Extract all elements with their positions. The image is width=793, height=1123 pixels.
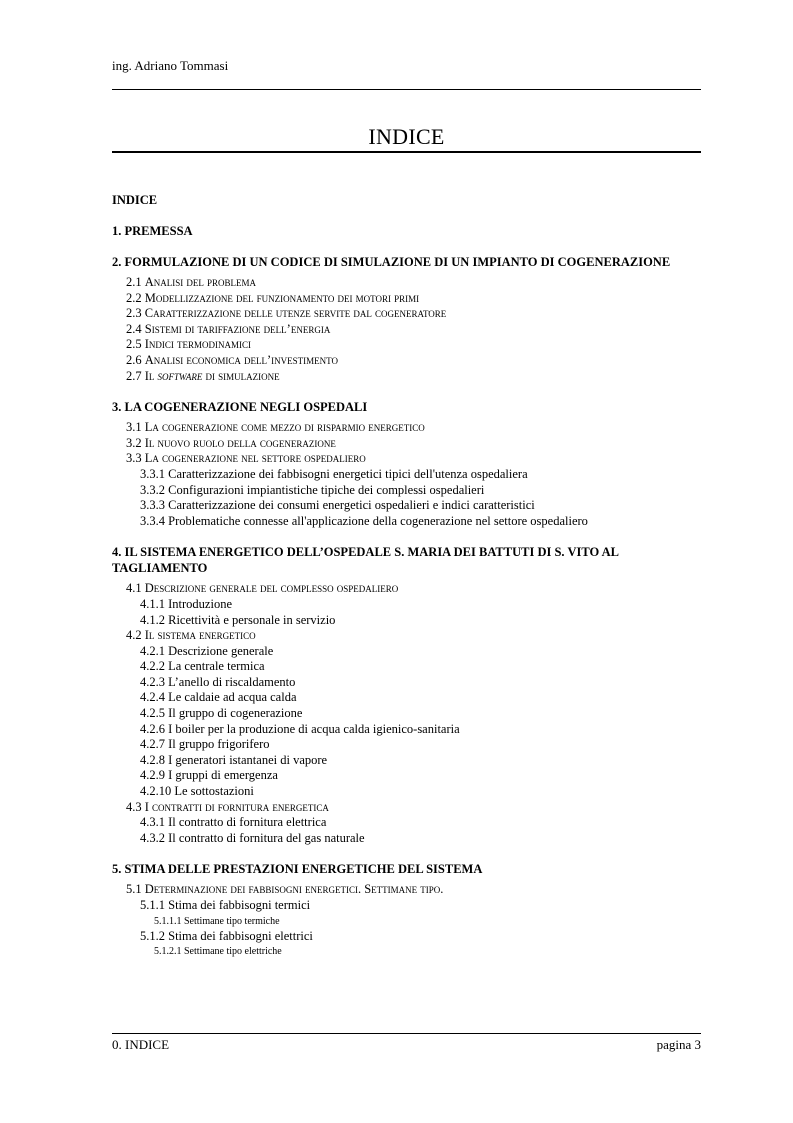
footer-section: 0. INDICE: [112, 1037, 170, 1052]
toc-entry-text: I boiler per la produzione di acqua calda igienico-sanitaria: [168, 721, 460, 736]
toc-entry-text: Caratterizzazione dei fabbisogni energetici tipici dell'utenza ospedaliera: [168, 466, 528, 481]
toc-entry-text: La cogenerazione come mezzo di risparmio energetico: [144, 420, 425, 435]
toc-entry-number: 2.6: [126, 352, 142, 367]
toc-entry-text: IL SISTEMA ENERGETICO DELL’OSPEDALE S. MARIA DEI BATTUTI DI S. VITO AL TAGLIAMENTO: [112, 545, 619, 576]
toc-entry-number: 4.2.2: [140, 659, 165, 674]
toc-entry-text: Le caldaie ad acqua calda: [168, 690, 297, 705]
toc-entry-text: Introduzione: [168, 596, 232, 611]
toc-entry-number: 4.2.4: [140, 690, 165, 705]
toc-entry-level3[interactable]: [112, 831, 701, 847]
toc-entry-level3[interactable]: [112, 613, 701, 629]
toc-entry-number: 4.2.7: [140, 737, 165, 752]
toc-entry-level2[interactable]: [112, 275, 701, 291]
toc-entry-level3[interactable]: [112, 784, 701, 800]
toc-entry-number: 2.7: [126, 368, 142, 383]
toc-entry-text: Stima dei fabbisogni termici: [168, 898, 311, 912]
toc-entry-text: Il nuovo ruolo della cogenerazione: [144, 435, 336, 450]
toc-entry-level1[interactable]: [112, 861, 701, 877]
toc-entry-number: 4.2: [126, 628, 142, 643]
toc-entry-text: I contratti di fornitura energetica: [144, 799, 329, 814]
toc-entry-level2[interactable]: [112, 800, 701, 816]
toc-entry-number: 2.3: [126, 306, 142, 321]
toc-entry-level2[interactable]: [112, 628, 701, 644]
toc-entry-number: 3.3.4: [140, 513, 165, 528]
toc-entry-text: Modellizzazione del funzionamento dei motori primi: [144, 290, 420, 305]
toc-entry-level3[interactable]: [112, 467, 701, 483]
toc-entry-number: 3.: [112, 400, 122, 415]
toc-entry-number: 4.: [112, 545, 122, 560]
toc-entry-number: 2.2: [126, 290, 142, 305]
toc-entry-number: 3.3.2: [140, 482, 165, 497]
toc-entry-text: Determinazione dei fabbisogni energetici. Settimane tipo.: [144, 882, 444, 897]
toc-entry-number: 5.1.1: [140, 898, 165, 912]
toc-entry-text: Le sottostazioni: [174, 784, 254, 799]
toc-entry-number: 4.1.2: [140, 612, 165, 627]
toc-entry-text: FORMULAZIONE DI UN CODICE DI SIMULAZIONE DI UN IMPIANTO DI COGENERAZIONE: [124, 255, 671, 269]
toc-entry-level3[interactable]: [112, 722, 701, 738]
toc-entry-level3[interactable]: [112, 483, 701, 499]
toc-entry-level4[interactable]: [112, 914, 701, 929]
footer-page-number: pagina 3: [656, 1037, 701, 1052]
toc-entry-text: Settimane tipo elettriche: [184, 946, 282, 958]
toc-entry-level2[interactable]: [112, 337, 701, 353]
toc-entry-text: I generatori istantanei di vapore: [168, 752, 328, 767]
toc-entry-level2[interactable]: [112, 322, 701, 338]
table-of-contents: [112, 192, 701, 959]
toc-entry-text: Settimane tipo termiche: [184, 915, 280, 927]
toc-entry-text: STIMA DELLE PRESTAZIONI ENERGETICHE DEL SISTEMA: [124, 862, 483, 877]
toc-entry-text: Descrizione generale: [168, 643, 274, 658]
toc-entry-level3[interactable]: [112, 498, 701, 514]
toc-entry-level3[interactable]: [112, 898, 701, 914]
toc-entry-number: 4.2.5: [140, 706, 165, 721]
toc-entry-level1[interactable]: [112, 192, 701, 208]
toc-entry-number: 5.1: [126, 882, 142, 897]
toc-entry-text: LA COGENERAZIONE NEGLI OSPEDALI: [124, 400, 368, 415]
toc-entry-number: 4.1: [126, 581, 142, 596]
toc-entry-text: Stima dei fabbisogni elettrici: [168, 928, 313, 943]
toc-entry-number: 1.: [112, 224, 122, 238]
toc-entry-level1[interactable]: [112, 223, 701, 239]
toc-entry-text: Analisi economica dell’investimento: [144, 352, 339, 367]
toc-entry-text: La cogenerazione nel settore ospedaliero: [144, 451, 366, 466]
toc-entry-level1[interactable]: [112, 544, 701, 576]
toc-entry-level1[interactable]: [112, 254, 701, 270]
toc-entry-text: I gruppi di emergenza: [168, 768, 278, 783]
toc-entry-text: INDICE: [112, 193, 158, 207]
toc-entry-number: 2.4: [126, 321, 142, 336]
toc-entry-level2[interactable]: [112, 369, 701, 385]
toc-entry-number: 5.1.2.1: [154, 946, 182, 958]
toc-entry-text: Sistemi di tariffazione dell’energia: [144, 321, 331, 336]
toc-entry-number: 4.2.1: [140, 643, 165, 658]
toc-entry-text: Caratterizzazione delle utenze servite dal cogeneratore: [144, 306, 447, 321]
toc-entry-number: 4.2.10: [140, 784, 172, 799]
toc-entry-number: 4.1.1: [140, 596, 165, 611]
toc-entry-text: Il gruppo frigorifero: [168, 737, 270, 752]
toc-entry-level3[interactable]: [112, 753, 701, 769]
toc-entry-number: 4.2.8: [140, 752, 165, 767]
toc-entry-level2[interactable]: [112, 291, 701, 307]
toc-entry-level3[interactable]: [112, 768, 701, 784]
toc-entry-text: Il contratto di fornitura elettrica: [168, 815, 327, 830]
toc-entry-level2[interactable]: [112, 353, 701, 369]
page-title: INDICE: [368, 124, 445, 149]
toc-entry-text: Configurazioni impiantistiche tipiche dei complessi ospedalieri: [168, 482, 485, 497]
toc-entry-level3[interactable]: [112, 659, 701, 675]
toc-entry-number: 3.3: [126, 451, 142, 466]
toc-entry-text: Problematiche connesse all'applicazione della cogenerazione nel settore ospedaliero: [168, 513, 588, 528]
footer-rule: [112, 1033, 701, 1034]
toc-entry-level3[interactable]: [112, 644, 701, 660]
toc-entry-text: La centrale termica: [168, 659, 265, 674]
toc-entry-number: 2.5: [126, 337, 142, 352]
toc-entry-level2[interactable]: [112, 306, 701, 322]
toc-entry-level3[interactable]: [112, 706, 701, 722]
toc-entry-text: Il software di simulazione: [144, 368, 280, 383]
toc-entry-text: L’anello di riscaldamento: [168, 674, 296, 689]
toc-entry-number: 4.3.1: [140, 815, 165, 830]
toc-entry-number: 4.2.9: [140, 768, 165, 783]
toc-entry-level2[interactable]: [112, 420, 701, 436]
toc-entry-level3[interactable]: [112, 737, 701, 753]
toc-entry-number: 3.1: [126, 420, 142, 435]
toc-entry-level3[interactable]: [112, 929, 701, 945]
toc-entry-number: 2.: [112, 255, 122, 269]
toc-entry-number: 3.3.3: [140, 498, 165, 513]
toc-entry-text: Descrizione generale del complesso ospedaliero: [144, 581, 399, 596]
header-rule: [112, 89, 701, 90]
toc-entry-number: 4.3: [126, 799, 142, 814]
toc-entry-level2[interactable]: [112, 581, 701, 597]
toc-entry-number: 3.2: [126, 435, 142, 450]
toc-entry-number: 4.2.3: [140, 674, 165, 689]
toc-entry-text: Analisi del problema: [144, 275, 257, 289]
toc-entry-level3[interactable]: [112, 815, 701, 831]
toc-entry-level3[interactable]: [112, 514, 701, 530]
toc-entry-text: Ricettività e personale in servizio: [168, 612, 336, 627]
toc-entry-level3[interactable]: [112, 597, 701, 613]
toc-entry-number: 5.1.1.1: [154, 915, 182, 927]
toc-entry-level2[interactable]: [112, 451, 701, 467]
toc-entry-text: PREMESSA: [124, 224, 193, 238]
title-rule: [112, 151, 701, 153]
toc-entry-number: 4.2.6: [140, 721, 165, 736]
toc-entry-level2[interactable]: [112, 436, 701, 452]
toc-entry-text: Indici termodinamici: [144, 337, 252, 352]
toc-entry-level4[interactable]: [112, 944, 701, 959]
header-author: ing. Adriano Tommasi: [112, 58, 229, 73]
toc-entry-number: 5.: [112, 862, 122, 877]
toc-entry-level3[interactable]: [112, 675, 701, 691]
toc-entry-level2[interactable]: [112, 882, 701, 898]
toc-entry-level1[interactable]: [112, 399, 701, 415]
toc-entry-number: 3.3.1: [140, 466, 165, 481]
toc-entry-text: Caratterizzazione dei consumi energetici ospedalieri e indici caratteristici: [168, 498, 535, 513]
toc-entry-number: 5.1.2: [140, 928, 165, 943]
toc-entry-level3[interactable]: [112, 690, 701, 706]
toc-entry-number: 2.1: [126, 275, 142, 289]
toc-entry-text: Il gruppo di cogenerazione: [168, 706, 303, 721]
toc-entry-number: 4.3.2: [140, 830, 165, 845]
toc-entry-text: Il contratto di fornitura del gas naturale: [168, 830, 365, 845]
toc-entry-text: Il sistema energetico: [144, 628, 256, 643]
